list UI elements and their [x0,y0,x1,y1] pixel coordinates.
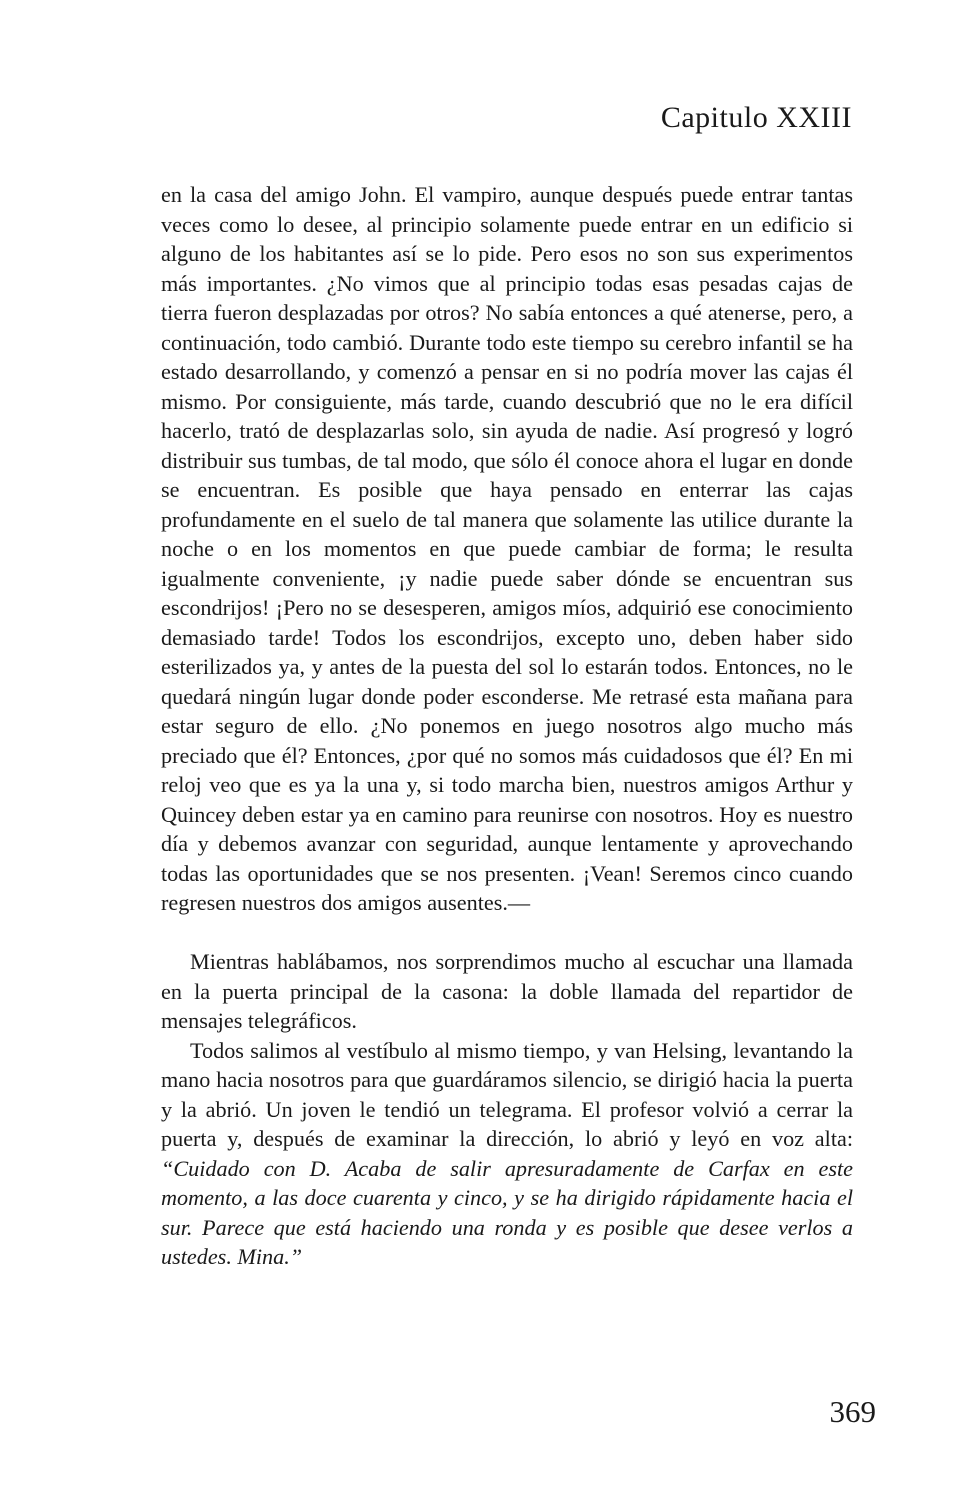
paragraph: Mientras hablábamos, nos sorprendimos mucho al escuchar una llamada en la puerta principal de la casona: la doble llamada del repartidor de mensajes telegráficos. [161,949,853,1033]
paragraph [161,1036,853,1272]
paragraph: en la casa del amigo John. El vampiro, aunque después puede entrar tantas veces como lo desee, al principio solamente puede entrar en un edificio si alguno de los habitantes así se lo pide. Pero esos no son sus experimentos más importantes. ¿No vimos que al principio todas esas pesadas cajas de tierra fueron desplazadas por otros? No sabía entonces a qué atenerse, pero, a continuación, todo cambió. Durante todo este tiempo su cerebro infantil se ha estado desarrollando, y comenzó a pensar en si no podría mover las cajas él mismo. Por consiguiente, más tarde, cuando descubrió que no le era difícil hacerlo, trató de desplazarlas solo, sin ayuda de nadie. Así progresó y logró distribuir sus tumbas, de tal modo, que sólo él conoce ahora el lugar en donde se encuentran. Es posible que haya pensado en enterrar las cajas profundamente en el suelo de tal manera que solamente las utilice durante la noche o en los momentos en que puede cambiar de forma; le resulta igualmente conveniente, ¡y nadie puede saber dónde se encuentran sus escondrijos! ¡Pero no se desesperen, amigos míos, adquirió ese conocimiento demasiado tarde! Todos los escondrijos, excepto uno, deben haber sido esterilizados ya, y antes de la puesta del sol lo estarán todos. Entonces, no le quedará ningún lugar donde poder esconderse. Me retrasé esta mañana para estar seguro de ello. ¿No ponemos en juego nosotros algo mucho más preciado que él? Entonces, ¿por qué no somos más cuidadosos que él? En mi reloj veo que es ya la una y, si todo marcha bien, nuestros amigos Arthur y Quincey deben estar ya en camino para reunirse con nosotros. Hoy es nuestro día y debemos avanzar con seguridad, aunque lentamente y aprovechando todas las oportunidades que se nos presenten. ¡Vean! Seremos cinco cuando regresen nuestros dos amigos ausentes.— [161,182,853,915]
telegram-quote: “Cuidado con D. Acaba de salir apresuradamente de Carfax en este momento, a las doce cuarenta y cinco, y se ha dirigido rápidamente hacia el sur. Parece que está haciendo una ronda y es posible que desee verlos a ustedes. Mina.” [161,1155,853,1269]
paragraph-text: Todos salimos al vestíbulo al mismo tiempo, y van Helsing, levantando la mano hacia nosotros para que guardáramos silencio, se dirigió hacia la puerta y la abrió. Un joven le tendió un telegrama. El profesor volvió a cerrar la puerta y, después de examinar la dirección, lo abrió y leyó en voz alta: [161,1037,853,1151]
chapter-title: Capitulo XXIII [660,101,852,134]
page-number: 369 [829,1394,876,1429]
body-text [161,180,853,1272]
